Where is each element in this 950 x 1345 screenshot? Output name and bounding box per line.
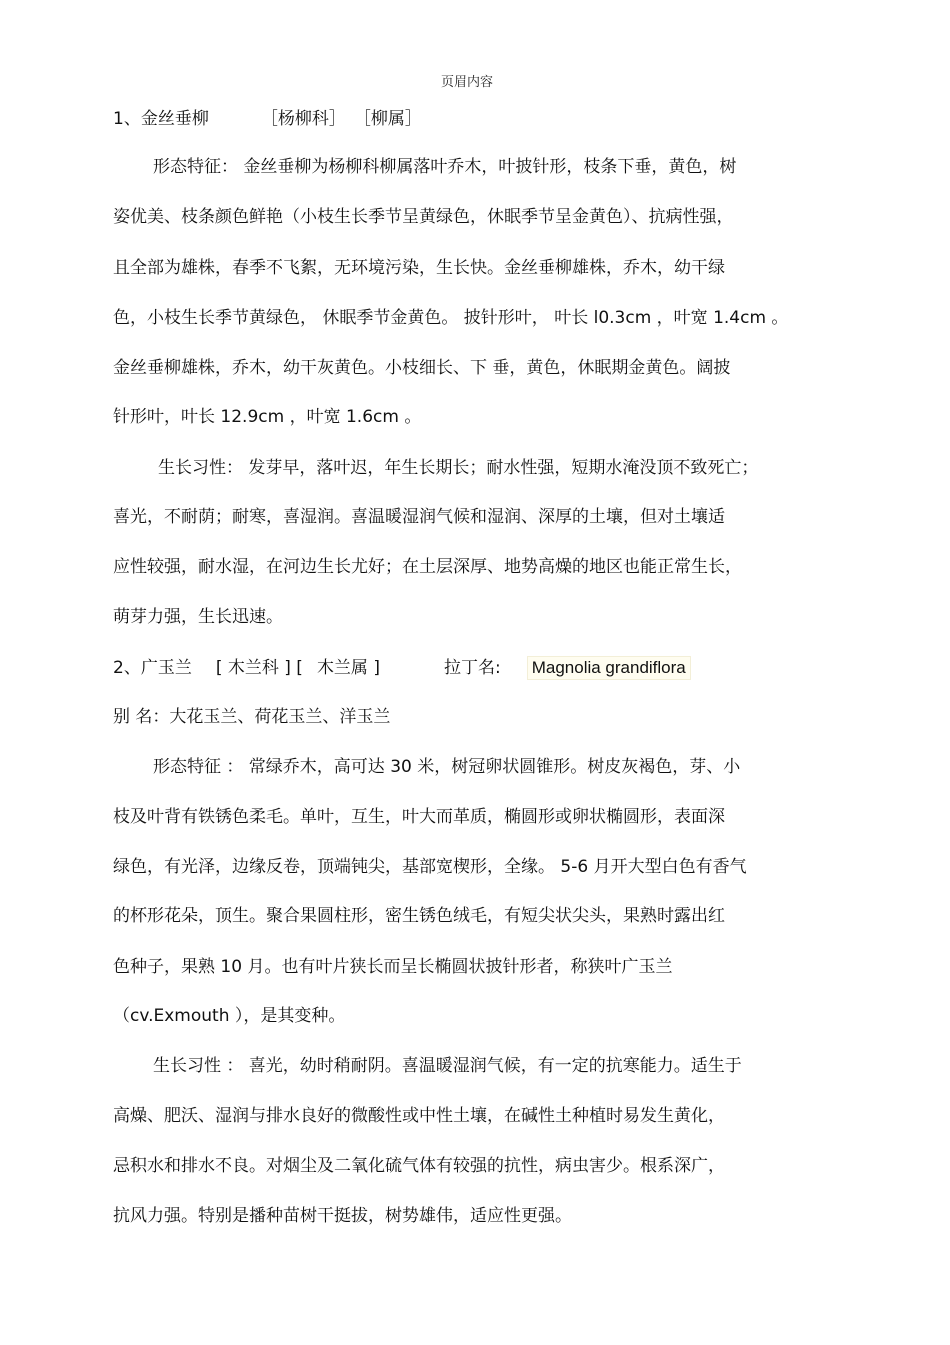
section2-genus: 木兰属 ] bbox=[316, 658, 380, 678]
section1-number-title: 1、金丝垂柳 bbox=[113, 109, 209, 129]
section2-heading bbox=[113, 656, 691, 680]
paragraph-line: 忌积水和排水不良。对烟尘及二氧化硫气体有较强的抗性，病虫害少。根系深广， bbox=[113, 1156, 725, 1176]
latin-name-label: 拉丁名: bbox=[443, 658, 501, 678]
paragraph-line: 金丝垂柳雄株，乔木，幼干灰黄色。小枝细长、下 垂，黄色，休眠期金黄色。阔披 bbox=[113, 358, 731, 378]
paragraph-line: 的杯形花朵，顶生。聚合果圆柱形，密生锈色绒毛，有短尖状尖头，果熟时露出红 bbox=[113, 906, 725, 926]
paragraph-line: （cv.Exmouth ），是其变种。 bbox=[113, 1006, 346, 1026]
paragraph-line: 生长习性 ： 喜光，幼时稍耐阴。喜温暖湿润气候，有一定的抗寒能力。适生于 bbox=[153, 1056, 742, 1076]
paragraph-line: 且全部为雄株，春季不飞絮，无环境污染，生长快。金丝垂柳雄株，乔木，幼干绿 bbox=[113, 258, 725, 278]
paragraph-line: 枝及叶背有铁锈色柔毛。单叶，互生，叶大而革质，椭圆形或卵状椭圆形，表面深 bbox=[113, 807, 725, 827]
paragraph-line: 色，小枝生长季节黄绿色， 休眠季节金黄色。 披针形叶， 叶长 l0.3cm ，叶宽 1.4cm 。 bbox=[113, 308, 789, 328]
paragraph-line: 色种子，果熟 10 月。也有叶片狭长而呈长椭圆状披针形者，称狭叶广玉兰 bbox=[113, 957, 673, 977]
section1-genus: ［柳属］ bbox=[353, 109, 422, 129]
paragraph-line: 形态特征： 金丝垂柳为杨柳科柳属落叶乔木，叶披针形，枝条下垂，黄色，树 bbox=[153, 157, 737, 177]
paragraph-line: 应性较强，耐水湿，在河边生长尤好；在土层深厚、地势高燥的地区也能正常生长， bbox=[113, 557, 742, 577]
section2-number-title: 2、广玉兰 bbox=[113, 658, 192, 678]
paragraph-line: 形态特征 ： 常绿乔木，高可达 30 米，树冠卵状圆锥形。树皮灰褐色，芽、小 bbox=[153, 757, 741, 777]
section1-family: ［杨柳科］ bbox=[260, 109, 346, 129]
page-header: 页眉内容 bbox=[441, 75, 494, 90]
latin-name: Magnolia grandiflora bbox=[527, 656, 691, 680]
section2-family: [ 木兰科 ] [ bbox=[215, 658, 303, 678]
section1-heading bbox=[113, 108, 422, 130]
paragraph-line: 针形叶，叶长 12.9cm ，叶宽 1.6cm 。 bbox=[113, 407, 422, 427]
paragraph-line: 抗风力强。特别是播种苗树干挺拔，树势雄伟，适应性更强。 bbox=[113, 1206, 572, 1226]
paragraph-line: 萌芽力强，生长迅速。 bbox=[113, 607, 283, 627]
paragraph-line: 喜光，不耐荫；耐寒，喜湿润。喜温暖湿润气候和湿润、深厚的土壤，但对土壤适 bbox=[113, 507, 725, 527]
alias-line: 别 名：大花玉兰、荷花玉兰、洋玉兰 bbox=[113, 707, 391, 727]
paragraph-line: 绿色，有光泽，边缘反卷，顶端钝尖，基部宽楔形，全缘。 5-6 月开大型白色有香气 bbox=[113, 857, 747, 877]
paragraph-line: 生长习性： 发芽早，落叶迟，年生长期长；耐水性强，短期水淹没顶不致死亡； bbox=[158, 458, 759, 478]
paragraph-line: 姿优美、枝条颜色鲜艳（小枝生长季节呈黄绿色，休眠季节呈金黄色）、抗病性强， bbox=[113, 207, 734, 227]
paragraph-line: 高燥、肥沃、湿润与排水良好的微酸性或中性土壤，在碱性土种植时易发生黄化， bbox=[113, 1106, 725, 1126]
